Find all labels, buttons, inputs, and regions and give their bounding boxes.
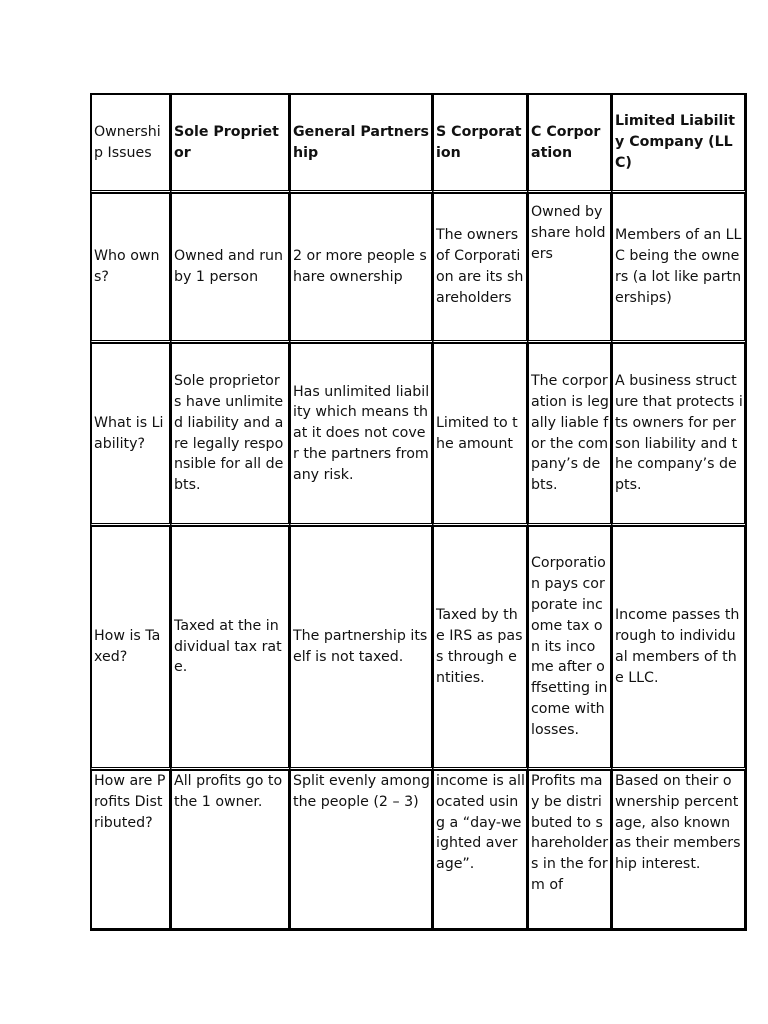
table-header-row: [91, 94, 746, 193]
table-row: [91, 193, 746, 343]
header-ownership-issues: Ownership Issues: [91, 94, 171, 193]
table-cell: Income passes through to individual members of the LLC.: [612, 526, 746, 770]
table-cell: Owned and run by 1 person: [171, 193, 290, 343]
row-label-profits: How are Profits Distributed?: [91, 770, 171, 930]
table-cell: income is allocated using a “day-weighted average”.: [433, 770, 528, 930]
table-cell: Split evenly among the people (2 – 3): [290, 770, 433, 930]
table-cell: The corporation is legally liable for the company’s debts.: [528, 343, 612, 526]
table-cell: Based on their ownership percentage, also known as their membership interest.: [612, 770, 746, 930]
table-cell: Corporation pays corporate income tax on its income after offsetting income with losses.: [528, 526, 612, 770]
table-cell: Members of an LLC being the owners (a lot like partnerships): [612, 193, 746, 343]
row-label-taxed: How is Taxed?: [91, 526, 171, 770]
table-cell: The partnership itself is not taxed.: [290, 526, 433, 770]
header-sole-proprietor: Sole Proprietor: [171, 94, 290, 193]
table-cell: Taxed by the IRS as pass through entities.: [433, 526, 528, 770]
table-cell: The owners of Corporation are its shareholders: [433, 193, 528, 343]
table-row: [91, 770, 746, 930]
table-cell: All profits go to the 1 owner.: [171, 770, 290, 930]
business-structures-table: [90, 93, 747, 931]
table-cell: A business structure that protects its owners for person liability and the company’s depts.: [612, 343, 746, 526]
header-c-corporation: C Corporation: [528, 94, 612, 193]
header-llc: Limited Liability Company (LLC): [612, 94, 746, 193]
header-general-partnership: General Partnership: [290, 94, 433, 193]
table-cell: Profits may be distributed to shareholders in the form of: [528, 770, 612, 930]
table-cell: Limited to the amount: [433, 343, 528, 526]
table-cell: 2 or more people share ownership: [290, 193, 433, 343]
table-row: [91, 526, 746, 770]
header-s-corporation: S Corporation: [433, 94, 528, 193]
table-cell: Taxed at the individual tax rate.: [171, 526, 290, 770]
table-cell: Has unlimited liability which means that it does not cover the partners from any risk.: [290, 343, 433, 526]
table-cell: Sole proprietors have unlimited liability and are legally responsible for all debts.: [171, 343, 290, 526]
row-label-who-owns: Who owns?: [91, 193, 171, 343]
row-label-liability: What is Liability?: [91, 343, 171, 526]
table-cell: Owned by share holders: [528, 193, 612, 343]
table-row: [91, 343, 746, 526]
